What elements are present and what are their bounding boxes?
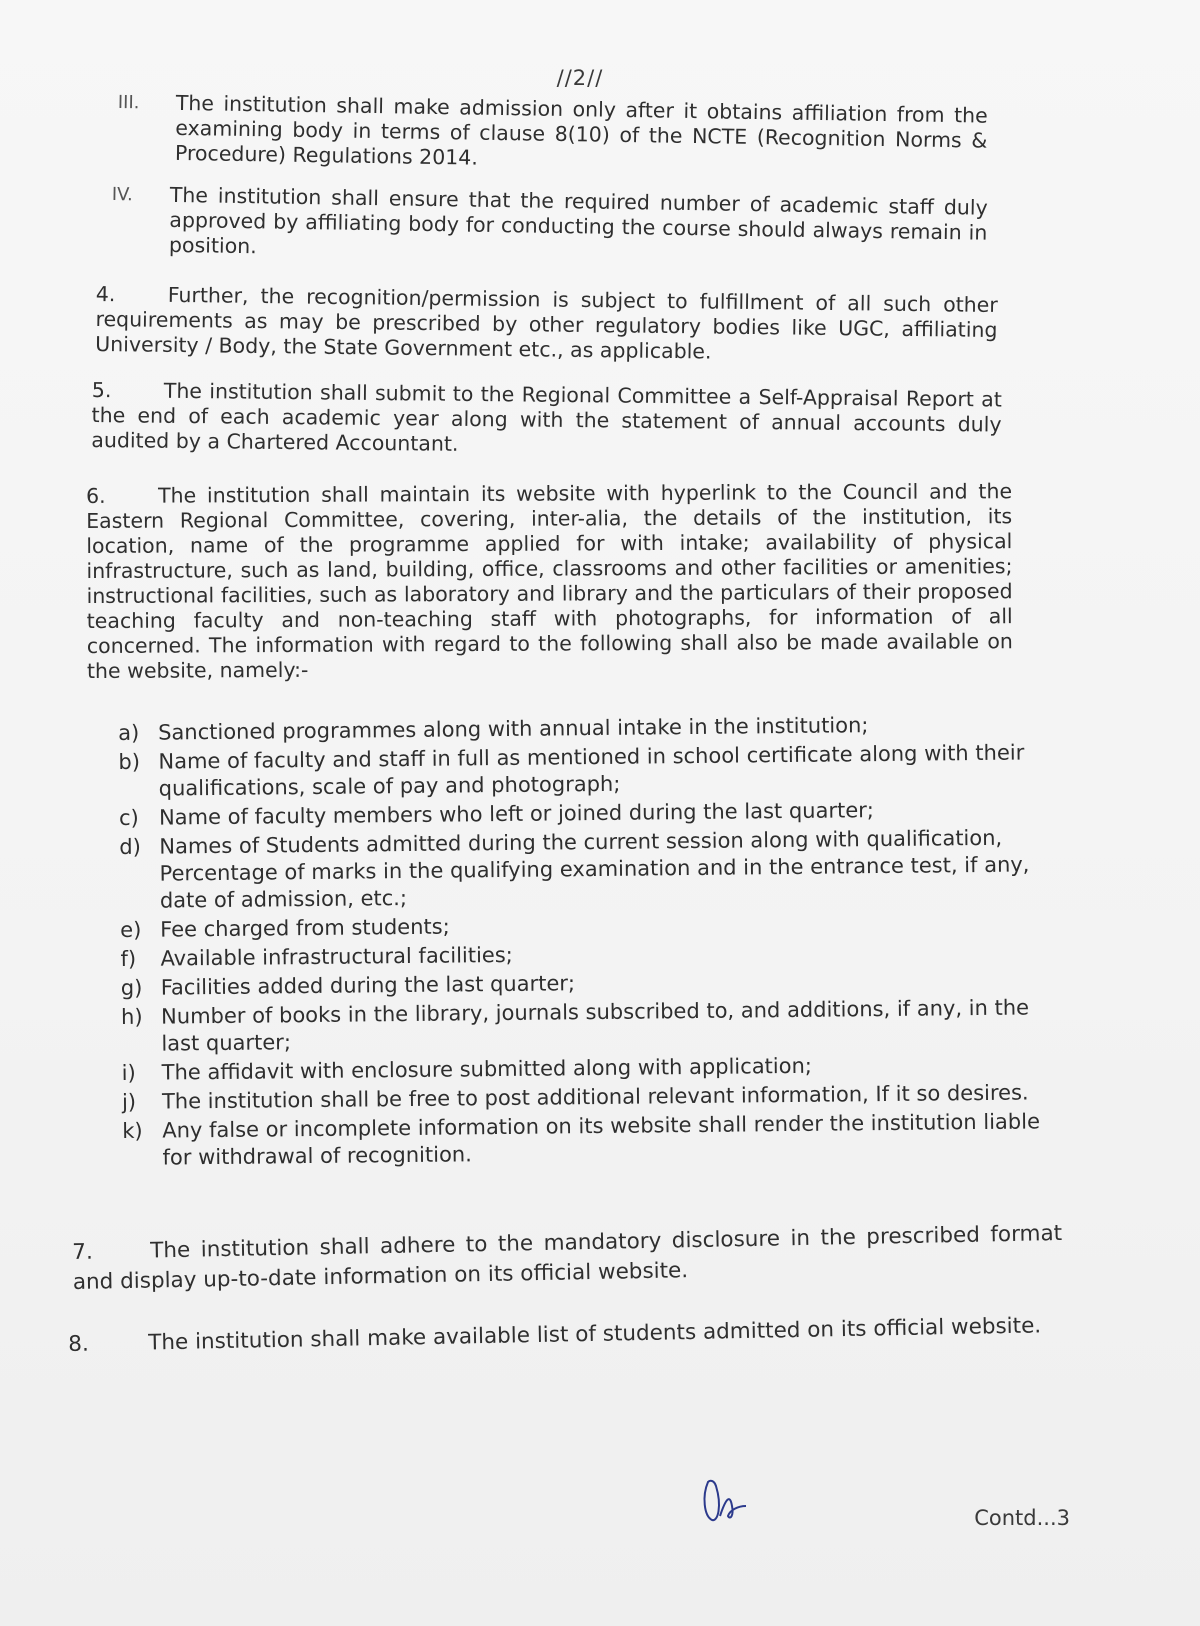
list-item: c) Name of faculty members who left or joined during the last quarter; <box>118 798 875 830</box>
paragraph-number: 6. <box>86 483 106 508</box>
paragraph-text: The institution shall adhere to the mandatory disclosure in the prescribed format and display up-to-date information on its official website. <box>72 1220 1063 1295</box>
paragraph-text: The institution shall submit to the Regional Committee a Self-Appraisal Report at the end of each academic year along with the statement of annual accounts duly audited by a Chartered Accountant. <box>91 378 1002 456</box>
paragraph-number: 8. <box>68 1331 90 1357</box>
clause-text: The institution shall make admission only after it obtains affiliation from the examining body in terms of clause 8(10) of the NCTE (Recognition Norms & Procedure) Regulations 2014. <box>174 90 988 170</box>
website-info-list <box>118 710 1043 1174</box>
list-item: j) The institution shall be free to post additional relevant information, If it so desires. <box>121 1080 1029 1114</box>
list-item: h) Number of books in the library, journals subscribed to, and additions, if any, in the last quarter; <box>120 995 1030 1056</box>
continuation-note: Contd...3 <box>974 1506 1070 1530</box>
page-number: //2// <box>556 66 604 90</box>
paragraph-7 <box>72 1219 1063 1298</box>
paragraph-8 <box>68 1311 1058 1360</box>
paragraph-text: Further, the recognition/permission is subject to fulfillment of all such other requirements as may be prescribed by other regulatory bodies like UGC, affiliating University / Body, the State Government etc., as applicable. <box>95 282 998 364</box>
paragraph-5 <box>91 378 1002 463</box>
list-item: i) The affidavit with enclosure submitted along with application; <box>121 1053 813 1085</box>
clause-text: The institution shall ensure that the required number of academic staff duly approved by affiliating body for conducting the course should always remain in position. <box>168 182 988 259</box>
paragraph-text: The institution shall maintain its website with hyperlink to the Council and the Eastern Regional Committee, covering, inter-alia, the details of the institution, its location, name of the programme applied for with intake; availability of physical infrastructure, such as land, building, office, classrooms and other facilities or amenities; instructional facilities, such as laboratory and library and the particulars of their proposed teaching faculty and non-teaching staff with photographs, for information of all concerned. The information with regard to the following shall also be made available on the website, namely:- <box>86 479 1013 683</box>
clause-iii <box>117 90 988 179</box>
clause-number: III. <box>117 91 140 114</box>
paragraph-4 <box>95 282 998 368</box>
list-item: f) Available infrastructural facilities; <box>120 942 513 971</box>
paragraph-number: 7. <box>72 1239 94 1265</box>
list-item: e) Fee charged from students; <box>120 914 450 942</box>
paragraph-number: 5. <box>91 378 112 403</box>
list-item: d) Names of Students admitted during the current session along with qualification, Percentage of marks in the qualifying examination and in the entrance test, if any, date of admission, etc.; <box>119 825 1030 913</box>
clause-iv <box>111 182 988 271</box>
list-item: k) Any false or incomplete information on its website shall render the institution liable for withdrawal of recognition. <box>122 1109 1041 1170</box>
list-item: a) Sanctioned programmes along with annual intake in the institution; <box>118 713 869 745</box>
signature <box>700 1476 780 1526</box>
list-item: g) Facilities added during the last quarter; <box>120 971 576 1000</box>
paragraph-number: 4. <box>95 282 116 307</box>
list-item: b) Name of faculty and staff in full as mentioned in school certificate along with their qualifications, scale of pay and photograph; <box>118 740 1025 801</box>
paragraph-6 <box>86 479 1013 684</box>
clause-number: IV. <box>111 183 133 206</box>
paragraph-text: The institution shall make available list of students admitted on its official website. <box>148 1313 1042 1356</box>
